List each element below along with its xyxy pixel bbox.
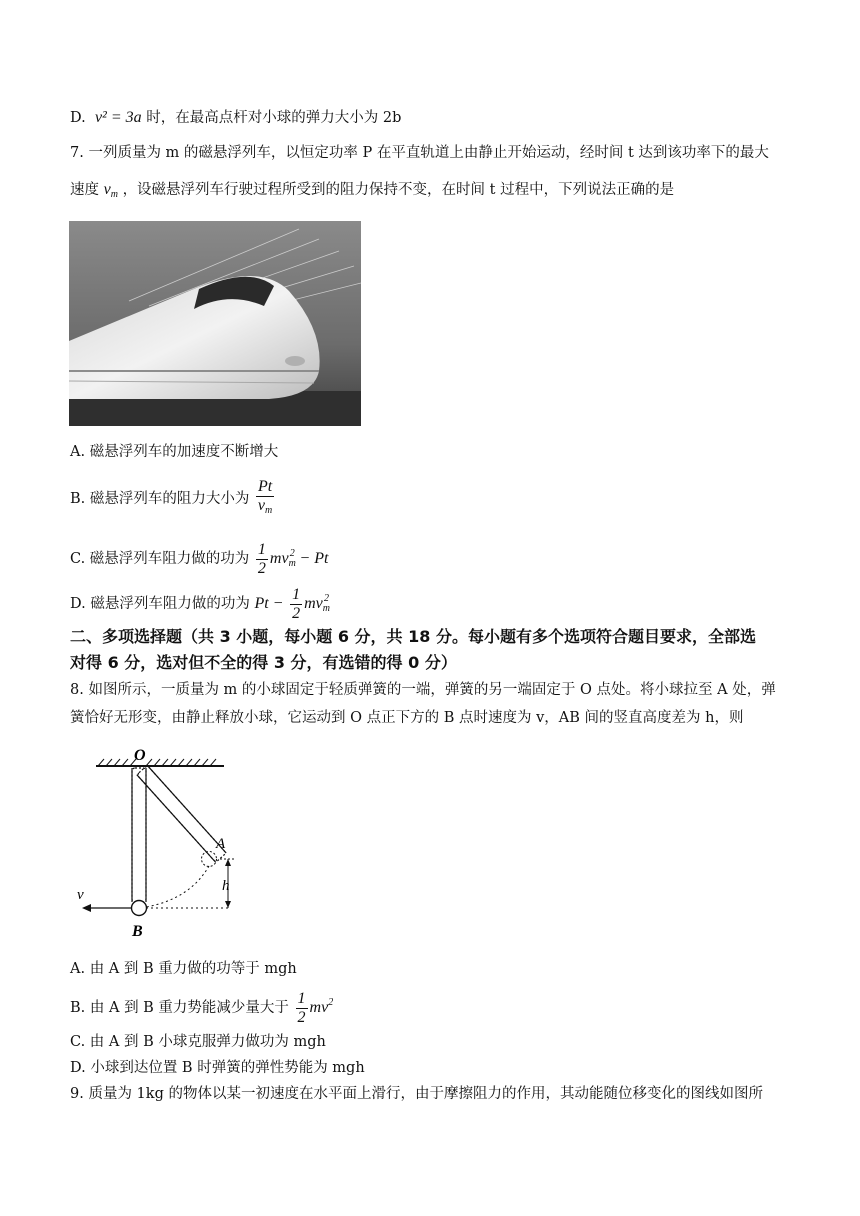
q7-option-d-half <box>290 586 302 623</box>
fraction-denominator: 2 <box>257 559 266 577</box>
q7-option-c-text: C. 磁悬浮列车阻力做的功为 <box>70 551 250 567</box>
q7-option-c-expr: $mv_m^2$ <box>269 548 296 569</box>
q7-option-b <box>70 478 276 520</box>
q8-option-b-half <box>296 990 308 1027</box>
section2-heading-line1: 二、多项选择题（共 3 小题，每小题 6 分，共 18 分。每小题有多个选项符合题目要求，全部选 <box>70 627 756 646</box>
q8-option-b-expr: $mv^2$ <box>309 997 334 1016</box>
q7-option-d-text: D. 磁悬浮列车阻力做的功为 <box>70 596 250 612</box>
q7-option-b-text: B. 磁悬浮列车的阻力大小为 <box>70 491 250 507</box>
fraction-denominator: 2 <box>297 1008 306 1026</box>
q7-stem-line1: 7. 一列质量为 m 的磁悬浮列车，以恒定功率 P 在平直轨道上由静止开始运动，经时间 t 达到该功率下的最大 <box>70 145 769 161</box>
q7-stem-prefix: 速度 <box>70 182 99 198</box>
label-b: B <box>132 923 143 940</box>
q6-option-d <box>70 108 401 128</box>
q8-option-b <box>70 984 333 1027</box>
label-h: h <box>222 878 230 894</box>
q6-option-d-label: D. <box>70 110 86 126</box>
q8-option-c: C. 由 A 到 B 小球克服弹力做功为 mgh <box>70 1034 326 1050</box>
q7-option-b-fraction <box>256 478 274 520</box>
q7-option-d-expr: $mv_m^2$ <box>304 593 330 614</box>
q7-stem-suffix: ，设磁悬浮列车行驶过程所受到的阻力保持不变，在时间 t 过程中，下列说法正确的是 <box>122 182 675 198</box>
fraction-denominator: $v_m$ <box>257 497 273 516</box>
fraction-denominator: 2 <box>292 604 301 622</box>
fraction-numerator: 1 <box>257 540 266 558</box>
q7-option-a: A. 磁悬浮列车的加速度不断增大 <box>70 444 279 460</box>
q7-stem-line2 <box>70 180 674 205</box>
q8-option-b-text: B. 由 A 到 B 重力势能减少量大于 <box>70 1000 289 1016</box>
q7-option-c <box>70 535 328 583</box>
spring-pendulum-diagram <box>70 744 250 940</box>
q7-option-c-half <box>256 541 268 578</box>
q8-option-a: A. 由 A 到 B 重力做的功等于 mgh <box>70 961 297 977</box>
fraction-numerator: Pt <box>257 478 273 495</box>
q6-option-d-text: 时，在最高点杆对小球的弹力大小为 2b <box>146 110 402 126</box>
q6-option-d-math: v² = 3a <box>94 109 142 126</box>
maglev-train-photo <box>69 221 361 426</box>
q8-stem-line2: 簧恰好无形变，由静止释放小球，它运动到 O 点正下方的 B 点时速度为 v，AB 间的竖直高度差为 h，则 <box>70 710 744 726</box>
label-a: A <box>216 836 226 852</box>
section2-heading-line2: 对得 6 分，选对但不全的得 3 分，有选错的得 0 分） <box>70 653 457 672</box>
q7-vm: $v_m$ <box>103 181 118 200</box>
fraction-numerator: 1 <box>297 989 306 1007</box>
label-o: O <box>134 747 146 764</box>
fraction-numerator: 1 <box>292 585 301 603</box>
q8-stem-line1: 8. 如图所示，一质量为 m 的小球固定于轻质弹簧的一端，弹簧的另一端固定于 O 点处。将小球拉至 A 处，弹 <box>70 682 776 698</box>
q8-option-d: D. 小球到达位置 B 时弹簧的弹性势能为 mgh <box>70 1060 365 1076</box>
q7-option-c-tail: − Pt <box>299 550 329 567</box>
q7-option-d-head: Pt − <box>254 595 284 612</box>
q9-stem-line1: 9. 质量为 1kg 的物体以某一初速度在水平面上滑行，由于摩擦阻力的作用，其动能随位移变化的图线如图所 <box>70 1086 763 1102</box>
label-v: v <box>77 887 84 903</box>
q7-option-d <box>70 580 329 628</box>
